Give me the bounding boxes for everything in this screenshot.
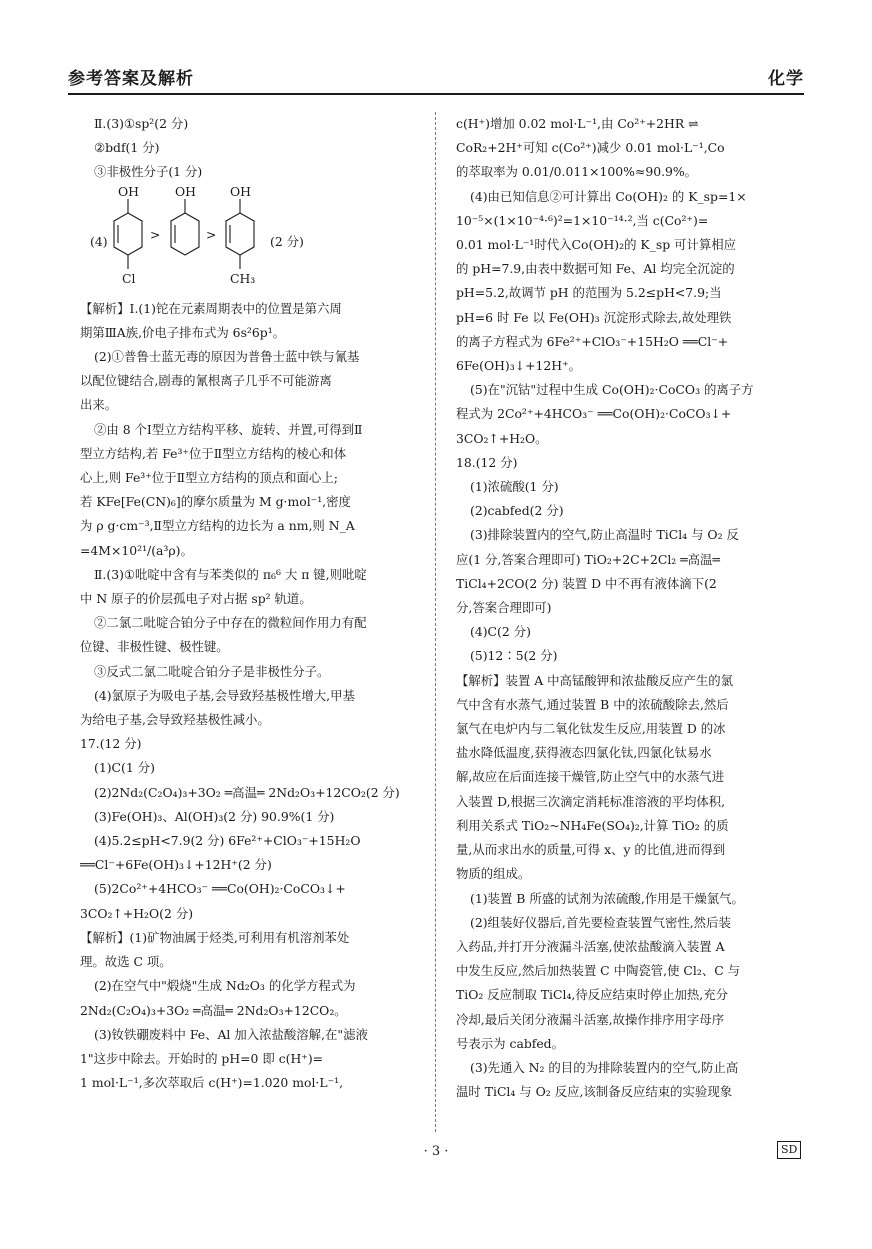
oh-label-2: OH — [175, 184, 196, 199]
text-line: 入装置 D,根据三次滴定消耗标准溶液的平均体积, — [456, 793, 726, 809]
text-line: 为 ρ g·cm⁻³,Ⅱ型立方结构的边长为 a nm,则 N_A — [80, 518, 355, 534]
phenol-structure-diagram — [80, 185, 410, 297]
text-line: 0.01 mol·L⁻¹时代入Co(OH)₂的 K_sp 可计算相应 — [456, 237, 737, 253]
text-line: ③反式二氯二吡啶合铂分子是非极性分子。 — [94, 663, 330, 679]
text-line: ══Cl⁻+6Fe(OH)₃↓+12H⁺(2 分) — [80, 857, 272, 873]
text-line: (4)氯原子为吸电子基,会导致羟基极性增大,甲基 — [94, 687, 355, 703]
text-line: 应(1 分,答案合理即可) TiO₂+2C+2Cl₂ ═高温═ — [456, 551, 720, 567]
text-line: 1 mol·L⁻¹,多次萃取后 c(H⁺)=1.020 mol·L⁻¹, — [80, 1075, 344, 1091]
ch3-label: CH₃ — [230, 270, 256, 286]
text-line: 【解析】(1)矿物油属于烃类,可利用有机溶剂苯处 — [80, 929, 350, 945]
text-line: 位键、非极性键、极性键。 — [80, 639, 229, 655]
text-line: 出来。 — [80, 397, 118, 413]
text-line: 为给电子基,会导致羟基极性减小。 — [80, 712, 270, 728]
text-line: 17.(12 分) — [80, 736, 142, 752]
text-line: 3CO₂↑+H₂O。 — [456, 430, 548, 446]
header-title: 参考答案及解析 — [68, 69, 194, 89]
text-line: pH=5.2,故调节 pH 的范围为 5.2≤pH<7.9;当 — [456, 285, 722, 301]
struct-prefix: (4) — [90, 233, 108, 249]
text-line: 号表示为 cabfed。 — [456, 1035, 565, 1051]
text-line: ②由 8 个Ⅰ型立方结构平移、旋转、并置,可得到Ⅱ — [94, 421, 363, 437]
text-line: (3)先通入 N₂ 的目的为排除装置内的空气,防止高 — [470, 1059, 739, 1075]
text-line: 10⁻⁵×(1×10⁻⁴·⁶)²=1×10⁻¹⁴·²,当 c(Co²⁺)= — [456, 212, 709, 228]
text-line: pH=6 时 Fe 以 Fe(OH)₃ 沉淀形式除去,故处理铁 — [456, 309, 732, 325]
text-line: ②二氯二吡啶合铂分子中存在的微粒间作用力有配 — [94, 615, 367, 631]
text-line: 【解析】装置 A 中高锰酸钾和浓盐酸反应产生的氯 — [456, 672, 734, 688]
text-line: 6Fe(OH)₃↓+12H⁺。 — [456, 358, 582, 374]
text-line: 分,答案合理即可) — [456, 600, 552, 616]
text-line: 中发生反应,然后加热装置 C 中陶瓷管,使 Cl₂、C 与 — [456, 963, 741, 979]
text-line: (5)在"沉钴"过程中生成 Co(OH)₂·CoCO₃ 的离子方 — [470, 382, 754, 398]
left-post-lines — [80, 297, 430, 1096]
text-line: 的离子方程式为 6Fe²⁺+ClO₃⁻+15H₂O ══Cl⁻+ — [456, 333, 729, 349]
text-line: 若 KFe[Fe(CN)₆]的摩尔质量为 M g·mol⁻¹,密度 — [80, 494, 351, 510]
text-line: 量,从而求出水的质量,可得 x、y 的比值,进而得到 — [456, 842, 726, 858]
text-line: 型立方结构,若 Fe³⁺位于Ⅱ型立方结构的棱心和体 — [80, 445, 347, 461]
oh-label-3: OH — [230, 184, 251, 199]
text-line: 2Nd₂(C₂O₄)₃+3O₂ ═高温═ 2Nd₂O₃+12CO₂。 — [80, 1002, 347, 1018]
left-pre-lines — [80, 112, 430, 185]
text-line: 的萃取率为 0.01/0.011×100%≈90.9%。 — [456, 164, 698, 180]
text-line: 以配位键结合,剧毒的氰根离子几乎不可能游离 — [80, 373, 332, 389]
text-line: 【解析】Ⅰ.(1)铊在元素周期表中的位置是第六周 — [80, 300, 342, 316]
text-line: 中 N 原子的价层孤电子对占据 sp² 轨道。 — [80, 591, 312, 607]
text-line: 氯气在电炉内与二氧化钛发生反应,用装置 D 的冰 — [456, 721, 726, 737]
greater-than-2: > — [206, 226, 217, 242]
text-line: (2)①普鲁士蓝无毒的原因为普鲁士蓝中铁与氰基 — [94, 349, 360, 365]
text-line: TiO₂ 反应制取 TiCl₄,待反应结束时停止加热,充分 — [456, 987, 728, 1003]
text-line: (1)装置 B 所盛的试剂为浓硫酸,作用是干燥氯气。 — [470, 890, 744, 906]
text-line: 利用关系式 TiO₂~NH₄Fe(SO₄)₂,计算 TiO₂ 的质 — [456, 817, 729, 833]
text-line: Ⅱ.(3)①sp²(2 分) — [94, 116, 189, 131]
chemical-structure — [80, 185, 410, 297]
text-line: Ⅱ.(3)①吡啶中含有与苯类似的 π₆⁶ 大 π 键,则吡啶 — [94, 566, 367, 582]
text-line: (4)由已知信息②可计算出 Co(OH)₂ 的 K_sp=1× — [470, 188, 747, 204]
text-line: ③非极性分子(1 分) — [94, 164, 203, 180]
text-line: 盐水降低温度,获得液态四氯化钛,四氯化钛易水 — [456, 745, 712, 761]
text-line: 的 pH=7.9,由表中数据可知 Fe、Al 均完全沉淀的 — [456, 261, 735, 277]
text-line: ②bdf(1 分) — [94, 140, 160, 156]
text-line: 程式为 2Co²⁺+4HCO₃⁻ ══Co(OH)₂·CoCO₃↓+ — [456, 406, 732, 422]
text-line: 温时 TiCl₄ 与 O₂ 反应,该制备反应结束的实验现象 — [456, 1084, 733, 1100]
text-line: 气中含有水蒸气,通过装置 B 中的浓硫酸除去,然后 — [456, 696, 729, 712]
text-line: 期第ⅢA族,价电子排布式为 6s²6p¹。 — [80, 324, 286, 340]
text-line: (3)排除装置内的空气,防止高温时 TiCl₄ 与 O₂ 反 — [470, 527, 739, 543]
text-line: (3)Fe(OH)₃、Al(OH)₃(2 分) 90.9%(1 分) — [94, 808, 335, 824]
text-line: (2)2Nd₂(C₂O₄)₃+3O₂ ═高温═ 2Nd₂O₃+12CO₂(2 分) — [94, 784, 400, 800]
oh-label-1: OH — [118, 184, 139, 199]
text-line: TiCl₄+2CO(2 分) 装置 D 中不再有液体滴下(2 — [456, 575, 717, 591]
cl-label: Cl — [122, 270, 136, 286]
text-line: (5)12∶5(2 分) — [470, 648, 558, 664]
text-line: 3CO₂↑+H₂O(2 分) — [80, 905, 194, 921]
page-header — [68, 64, 804, 92]
greater-than-1: > — [150, 226, 161, 242]
header-rule — [68, 93, 804, 95]
left-column — [80, 112, 430, 1095]
struct-score: (2 分) — [270, 233, 304, 249]
text-line: (4)5.2≤pH<7.9(2 分) 6Fe²⁺+ClO₃⁻+15H₂O — [94, 833, 361, 849]
text-line: (1)浓硫酸(1 分) — [470, 479, 559, 495]
text-line: CoR₂+2H⁺可知 c(Co²⁺)减少 0.01 mol·L⁻¹,Co — [456, 140, 725, 156]
text-line: (2)cabfed(2 分) — [470, 503, 564, 519]
page-number: · 3 · — [423, 1144, 449, 1159]
text-line: 心上,则 Fe³⁺位于Ⅱ型立方结构的顶点和面心上; — [80, 470, 338, 486]
text-line: c(H⁺)增加 0.02 mol·L⁻¹,由 Co²⁺+2HR ⇌ — [456, 116, 699, 131]
column-divider — [435, 112, 436, 1132]
text-line: (2)在空气中"煅烧"生成 Nd₂O₃ 的化学方程式为 — [94, 978, 356, 994]
text-line: 18.(12 分) — [456, 454, 518, 470]
text-line: (5)2Co²⁺+4HCO₃⁻ ══Co(OH)₂·CoCO₃↓+ — [94, 881, 346, 897]
text-line: (4)C(2 分) — [470, 624, 531, 640]
text-line: (3)钕铁硼废料中 Fe、Al 加入浓盐酸溶解,在"滤液 — [94, 1026, 368, 1042]
text-line: 1"这步中除去。开始时的 pH=0 即 c(H⁺)= — [80, 1050, 324, 1066]
text-line: 物质的组成。 — [456, 866, 531, 882]
text-line: (1)C(1 分) — [94, 760, 155, 776]
header-subject: 化学 — [768, 69, 804, 89]
right-column — [456, 112, 804, 1104]
text-line: (2)组装好仪器后,首先要检查装置气密性,然后装 — [470, 914, 731, 930]
text-line: 冷却,最后关闭分液漏斗活塞,故操作排序用字母序 — [456, 1011, 725, 1027]
text-line: 理。故选 C 项。 — [80, 954, 172, 970]
text-line: =4M×10²¹/(a³ρ)。 — [80, 542, 193, 558]
text-line: 入药品,并打开分液漏斗活塞,使浓盐酸滴入装置 A — [456, 938, 725, 954]
edition-mark: SD — [777, 1141, 801, 1159]
text-line: 解,故应在后面连接干燥管,防止空气中的水蒸气进 — [456, 769, 725, 785]
